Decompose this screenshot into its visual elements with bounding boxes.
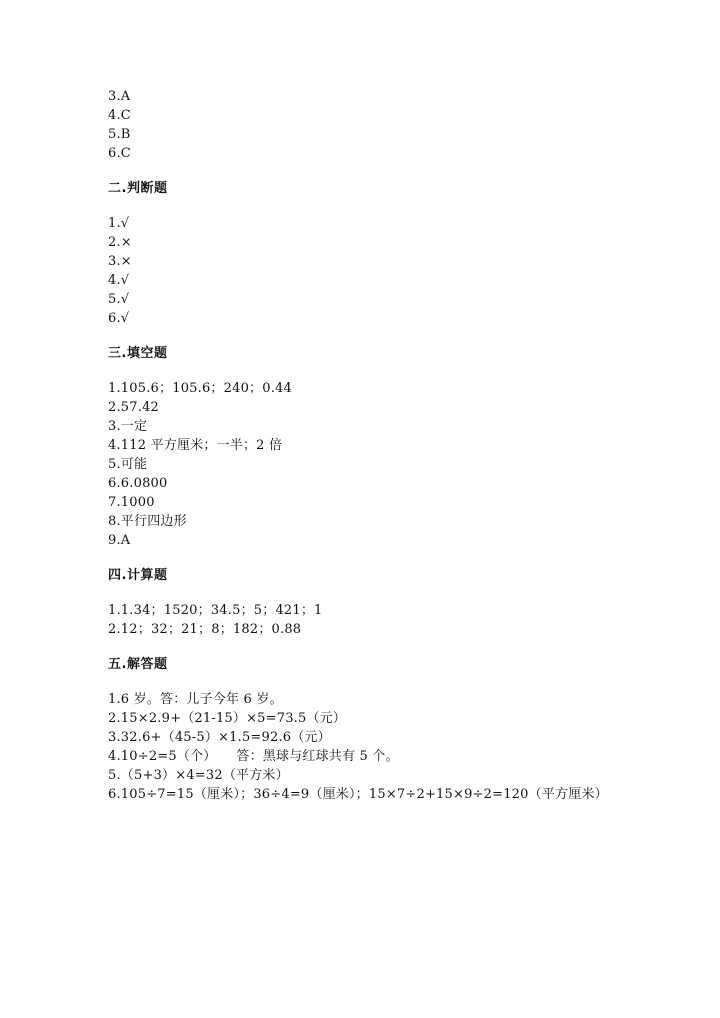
answer-line: 4.112 平方厘米；一半；2 倍 <box>108 438 283 453</box>
answer-line: 3.一定 <box>108 419 148 434</box>
solution-answers <box>108 690 628 804</box>
answer-line: 8.平行四边形 <box>108 514 187 529</box>
answer-line: 3.× <box>108 254 132 269</box>
answer-line: 5.B <box>108 127 131 142</box>
section-title-solutions: 五.解答题 <box>108 657 168 672</box>
fill-blank-answers <box>108 379 628 550</box>
answer-line: 6.105÷7=15（厘米）；36÷4=9（厘米）；15×7÷2+15×9÷2=120（平方厘米） <box>108 787 608 802</box>
answer-line: 9.A <box>108 533 131 548</box>
answer-line: 1.1.34；1520；34.5；5；421；1 <box>108 603 323 618</box>
answer-line: 3.A <box>108 89 131 104</box>
section-title-judgement: 二.判断题 <box>108 181 168 196</box>
answer-line: 1.√ <box>108 216 130 231</box>
answer-line: 4.10÷2=5（个） 答：黑球与红球共有 5 个。 <box>108 749 399 764</box>
answer-line: 4.√ <box>108 273 130 288</box>
choice-answers-tail <box>108 87 628 163</box>
answer-line: 6.6.0800 <box>108 476 168 491</box>
answer-line: 2.57.42 <box>108 400 160 415</box>
answer-sheet <box>108 87 628 804</box>
answer-line: 6.C <box>108 146 131 161</box>
section-title-fill-blank: 三.填空题 <box>108 346 168 361</box>
answer-line: 5.√ <box>108 292 130 307</box>
calculation-answers <box>108 601 628 639</box>
answer-line: 2.× <box>108 235 132 250</box>
answer-line: 2.15×2.9+（21-15）×5=73.5（元） <box>108 711 347 726</box>
answer-line: 5.（5+3）×4=32（平方米） <box>108 768 289 783</box>
answer-line: 1.105.6；105.6；240；0.44 <box>108 381 292 396</box>
answer-line: 1.6 岁。答：儿子今年 6 岁。 <box>108 692 283 707</box>
answer-line: 5.可能 <box>108 457 148 472</box>
judgement-answers <box>108 214 628 328</box>
answer-line: 3.32.6+（45-5）×1.5=92.6（元） <box>108 730 331 745</box>
answer-line: 6.√ <box>108 311 130 326</box>
answer-line: 4.C <box>108 108 131 123</box>
answer-line: 2.12；32；21；8；182；0.88 <box>108 622 302 637</box>
section-title-calculation: 四.计算题 <box>108 568 168 583</box>
answer-line: 7.1000 <box>108 495 155 510</box>
